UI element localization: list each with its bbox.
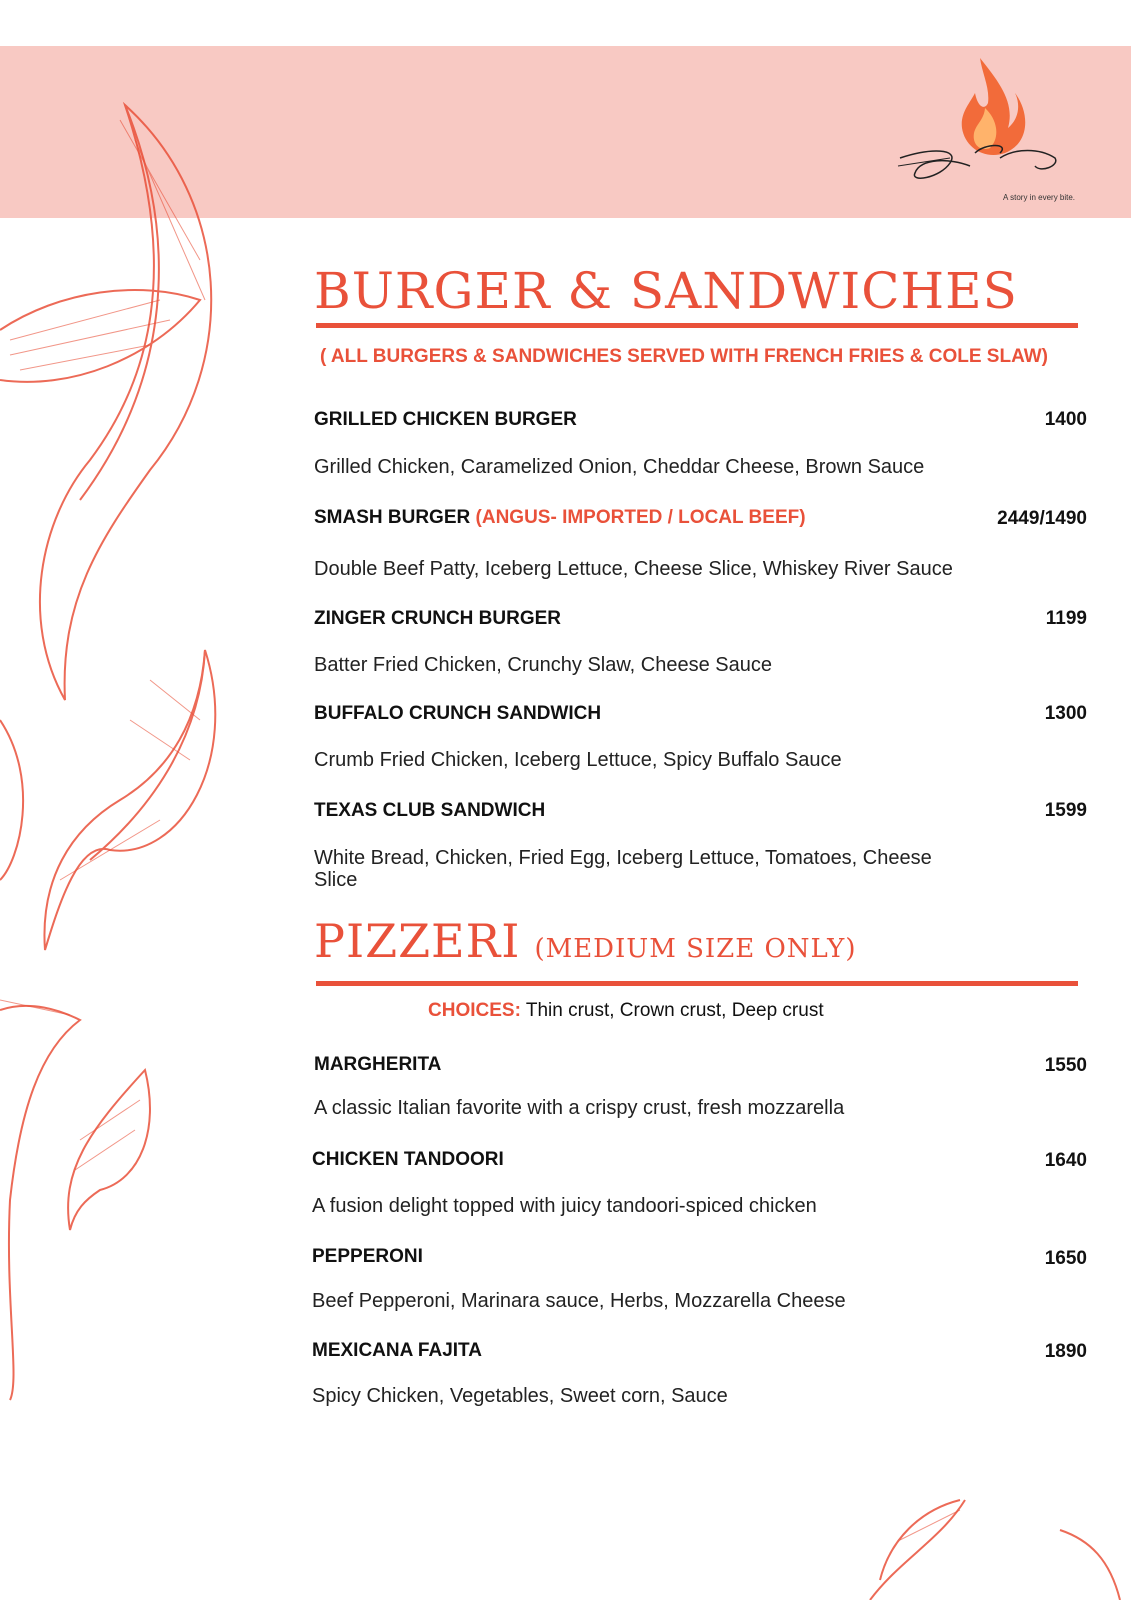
section-divider	[316, 323, 1078, 328]
section-divider	[316, 981, 1078, 986]
logo-tagline: A story in every bite.	[1003, 193, 1076, 202]
menu-item-price: 1599	[1044, 800, 1087, 821]
menu-item-name: MEXICANA FAJITA	[312, 1340, 482, 1361]
menu-item-tag: (ANGUS- IMPORTED / LOCAL BEEF)	[475, 507, 806, 528]
menu-item-description: Double Beef Patty, Iceberg Lettuce, Cheese Slice, Whiskey River Sauce	[314, 558, 953, 580]
section-subtitle: (MEDIUM SIZE ONLY)	[534, 934, 857, 964]
menu-item-name: GRILLED CHICKEN BURGER	[314, 409, 577, 430]
menu-item-price: 1890	[1044, 1341, 1087, 1362]
menu-item-description: Crumb Fried Chicken, Iceberg Lettuce, Spicy Buffalo Sauce	[314, 749, 842, 771]
menu-item-name: BUFFALO CRUNCH SANDWICH	[314, 703, 602, 724]
menu-item-price: 1550	[1044, 1055, 1087, 1076]
menu-item-description: A fusion delight topped with juicy tandoori-spiced chicken	[312, 1195, 817, 1217]
restaurant-logo	[890, 48, 1090, 208]
menu-item-description: Grilled Chicken, Caramelized Onion, Cheddar Cheese, Brown Sauce	[314, 456, 925, 478]
crust-choices: CHOICES: Thin crust, Crown crust, Deep crust	[428, 1000, 824, 1021]
menu-item-description: White Bread, Chicken, Fried Egg, Iceberg Lettuce, Tomatoes, Cheese Slice	[314, 847, 932, 891]
menu-item-price: 2449/1490	[997, 508, 1087, 529]
section-note: ( ALL BURGERS & SANDWICHES SERVED WITH FRENCH FRIES & COLE SLAW)	[320, 346, 1049, 367]
menu-item-name: TEXAS CLUB SANDWICH	[314, 800, 546, 821]
menu-item-name: SMASH BURGER (ANGUS- IMPORTED / LOCAL BEEF)	[314, 507, 806, 528]
menu-item-name: ZINGER CRUNCH BURGER	[314, 608, 561, 629]
section-title-pizza: PIZZERI (MEDIUM SIZE ONLY)	[314, 914, 857, 968]
section-title-burgers: BURGER & SANDWICHES	[314, 262, 1018, 320]
menu-item-name: MARGHERITA	[314, 1054, 442, 1075]
menu-item-price: 1199	[1045, 608, 1087, 629]
menu-item-description: Beef Pepperoni, Marinara sauce, Herbs, Mozzarella Cheese	[312, 1290, 846, 1312]
menu-item-description: Batter Fried Chicken, Crunchy Slaw, Cheese Sauce	[314, 654, 772, 676]
menu-item-name: CHICKEN TANDOORI	[312, 1149, 504, 1170]
menu-item-description: Spicy Chicken, Vegetables, Sweet corn, Sauce	[312, 1385, 728, 1407]
menu-item-price: 1650	[1044, 1248, 1087, 1269]
menu-item-price: 1400	[1044, 409, 1087, 430]
menu-item-price: 1300	[1044, 703, 1087, 724]
menu-item-description: A classic Italian favorite with a crispy crust, fresh mozzarella	[314, 1097, 845, 1119]
menu-item-price: 1640	[1044, 1150, 1087, 1171]
menu-item-name: PEPPERONI	[312, 1246, 423, 1267]
